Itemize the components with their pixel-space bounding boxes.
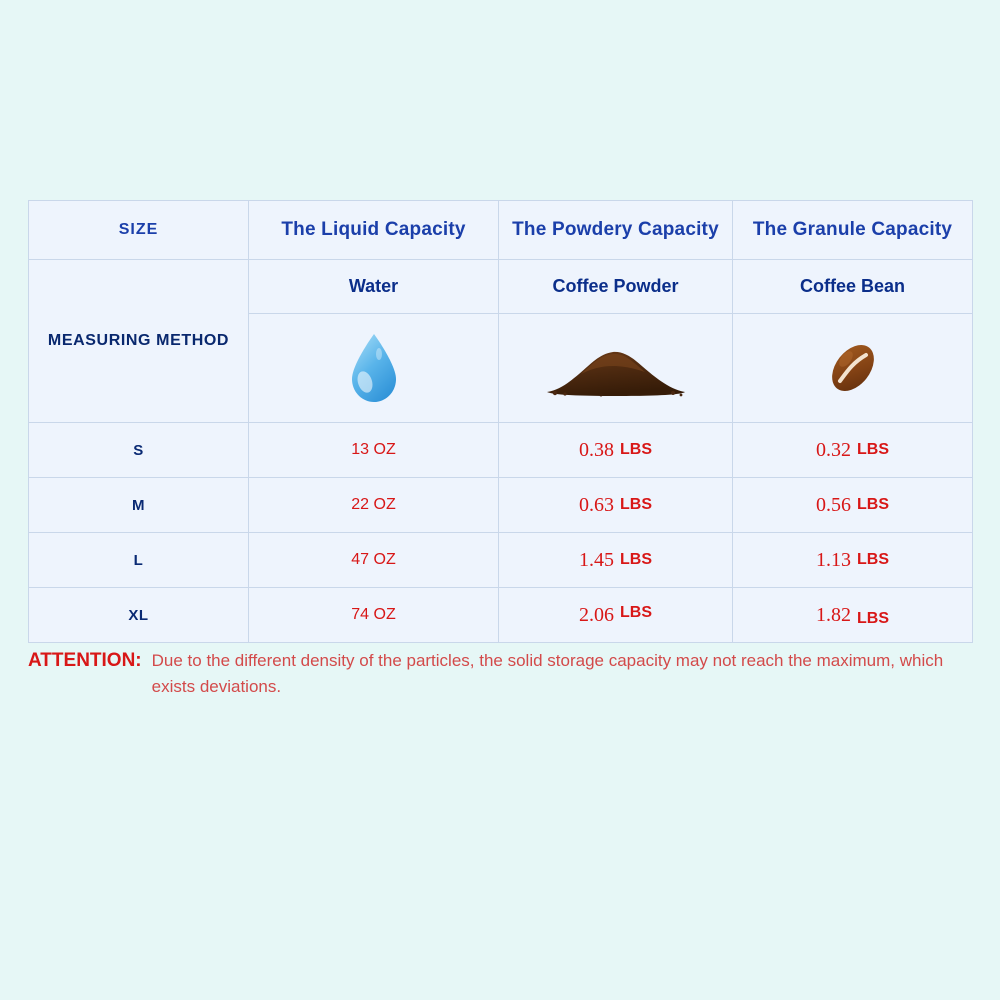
row-size-label: L xyxy=(29,533,249,588)
header-granule-capacity: The Granule Capacity xyxy=(733,201,973,260)
value-powder: 1.45 LBS xyxy=(579,548,652,571)
table-row xyxy=(29,588,973,643)
value-liquid: 74 OZ xyxy=(351,606,396,623)
unit-powder: LBS xyxy=(620,550,652,568)
water-drop-icon xyxy=(346,332,402,404)
cell-water-icon xyxy=(249,314,499,423)
coffee-bean-icon xyxy=(822,337,884,399)
value-liquid: 13 OZ xyxy=(351,441,396,458)
value-liquid: 22 OZ xyxy=(351,496,396,513)
subheader-water: Water xyxy=(249,260,499,314)
table-subheader-row xyxy=(29,260,973,314)
cell-powdery-capacity xyxy=(499,588,733,643)
cell-liquid-capacity xyxy=(249,533,499,588)
table-row xyxy=(29,478,973,533)
capacity-table xyxy=(28,200,973,643)
cell-coffee-powder-icon xyxy=(499,314,733,423)
cell-granule-capacity xyxy=(733,533,973,588)
unit-powder: LBS xyxy=(620,440,652,458)
table-row xyxy=(29,533,973,588)
cell-liquid-capacity xyxy=(249,588,499,643)
unit-powder: LBS xyxy=(620,603,652,621)
cell-granule-capacity xyxy=(733,478,973,533)
row-size-label: M xyxy=(29,478,249,533)
cell-granule-capacity xyxy=(733,588,973,643)
attention-label: ATTENTION: xyxy=(28,650,142,671)
value-granule: 1.13 LBS xyxy=(816,548,889,571)
value-liquid: 47 OZ xyxy=(351,551,396,568)
attention-note xyxy=(28,648,972,700)
cell-coffee-bean-icon xyxy=(733,314,973,423)
cell-powdery-capacity xyxy=(499,478,733,533)
cell-liquid-capacity xyxy=(249,478,499,533)
cell-powdery-capacity xyxy=(499,533,733,588)
unit-granule: LBS xyxy=(857,609,889,627)
row-size-label: S xyxy=(29,423,249,478)
capacity-table-container xyxy=(28,200,972,643)
value-granule: 0.32 LBS xyxy=(816,438,889,461)
cell-powdery-capacity xyxy=(499,423,733,478)
header-liquid-capacity: The Liquid Capacity xyxy=(249,201,499,260)
cell-granule-capacity xyxy=(733,423,973,478)
cell-liquid-capacity xyxy=(249,423,499,478)
table-row xyxy=(29,423,973,478)
header-size: SIZE xyxy=(29,201,249,260)
row-size-label: XL xyxy=(29,588,249,643)
unit-granule: LBS xyxy=(857,550,889,568)
value-powder: 0.63 LBS xyxy=(579,493,652,516)
unit-granule: LBS xyxy=(857,495,889,513)
attention-text: Due to the different density of the particles, the solid storage capacity may not reach the maximum, which exists deviations. xyxy=(151,651,944,696)
value-granule: 1.82 LBS xyxy=(816,603,889,627)
subheader-coffee-bean: Coffee Bean xyxy=(733,260,973,314)
coffee-powder-icon xyxy=(541,338,691,398)
value-powder: 0.38 LBS xyxy=(579,438,652,461)
header-powdery-capacity: The Powdery Capacity xyxy=(499,201,733,260)
label-measuring-method: MEASURING METHOD xyxy=(29,260,249,423)
unit-powder: LBS xyxy=(620,495,652,513)
value-powder: 2.06 $^{LBS}$ xyxy=(579,603,652,626)
value-granule: 0.56 LBS xyxy=(816,493,889,516)
subheader-coffee-powder: Coffee Powder xyxy=(499,260,733,314)
table-header-row xyxy=(29,201,973,260)
unit-granule: LBS xyxy=(857,440,889,458)
